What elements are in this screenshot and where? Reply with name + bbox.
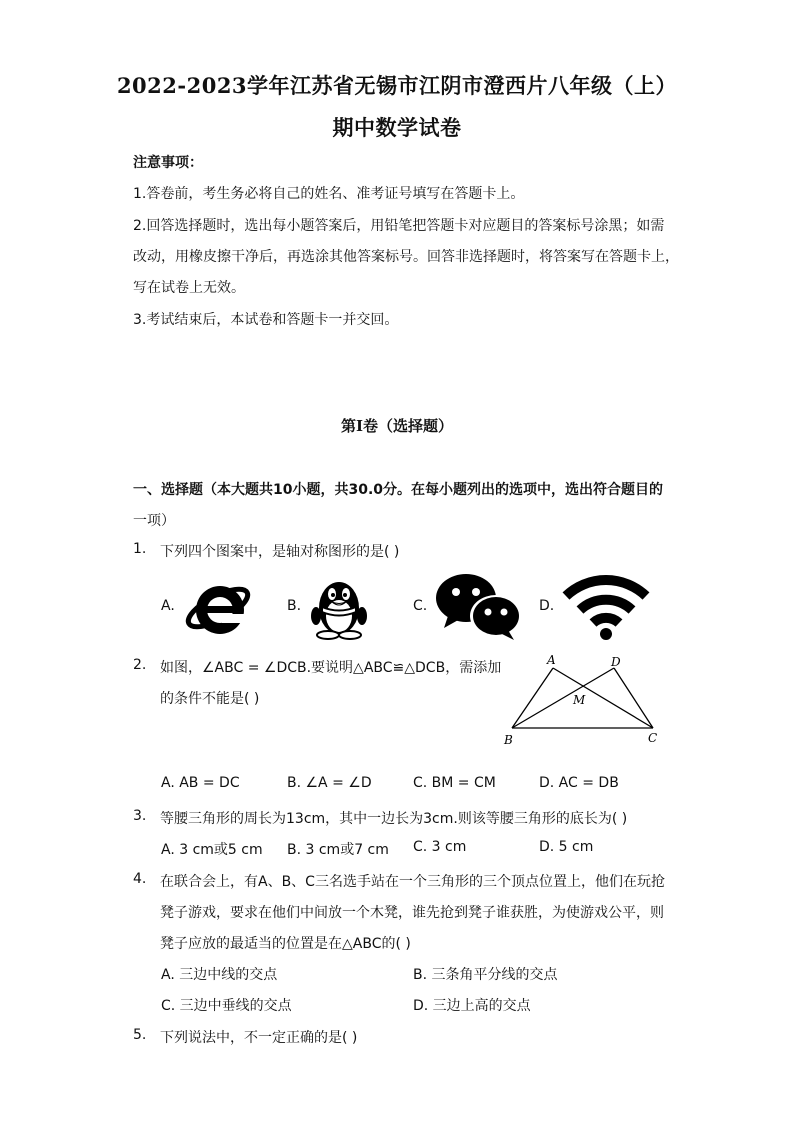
notice-item-1: 1.答卷前，考生务必将自己的姓名、准考证号填写在答题卡上。 [133,186,525,202]
figure-label-a: A [547,653,556,667]
q4-text-line2: 凳子游戏，要求在他们中间放一个木凳，谁先抢到凳子谁获胜，为使游戏公平，则 [160,905,664,921]
q1-option-c-label: C. [413,598,428,614]
q5-text: 下列说法中，不一定正确的是( ) [160,1030,358,1046]
q4-option-b: B. 三条角平分线的交点 [413,967,558,983]
q4-text-line3: 凳子应放的最适当的位置是在△ABC的( ) [160,936,411,952]
q4-text-line1: 在联合会上，有A、B、C三名选手站在一个三角形的三个顶点位置上，他们在玩抢 [160,874,665,890]
q4-number: 4. [133,871,147,887]
q3-option-a: A. 3 cm或5 cm [161,842,263,858]
q3-text: 等腰三角形的周长为13cm，其中一边长为3cm.则该等腰三角形的底长为( ) [160,811,628,827]
exam-title-line1: 2022-2023学年江苏省无锡市江阴市澄西片八年级（上） [116,73,678,98]
q4-option-c: C. 三边中垂线的交点 [161,998,292,1014]
exam-title-line2: 期中数学试卷 [332,115,462,140]
q3-option-b: B. 3 cm或7 cm [287,842,389,858]
q2-triangle-figure [500,652,670,752]
figure-label-m: M [573,693,586,707]
q2-option-b: B. ∠A = ∠D [287,775,372,791]
q3-number: 3. [133,808,147,824]
q1-option-b-label: B. [287,598,302,614]
figure-label-b: B [504,733,513,747]
figure-label-d: D [611,655,621,669]
q2-option-d: D. AC = DB [539,775,619,791]
q1-option-d-label: D. [539,598,555,614]
q2-text-line1: 如图，∠ABC = ∠DCB.要说明△ABC≌△DCB，需添加 [160,660,502,676]
ie-logo-icon [182,574,254,646]
notice-item-2-line1: 2.回答选择题时，选出每小题答案后，用铅笔把答题卡对应题目的答案标号涂黑；如需 [133,218,665,234]
q1-number: 1. [133,541,147,557]
wechat-logo-icon [434,572,524,646]
section-title: 第I卷（选择题） [340,417,454,435]
qq-penguin-icon [308,574,370,644]
part1-heading-line1 [133,479,663,499]
q2-text-line2: 的条件不能是( ) [160,691,260,707]
q1-text: 下列四个图案中，是轴对称图形的是( ) [160,544,400,560]
notice-heading: 注意事项： [133,155,203,171]
q2-number: 2. [133,657,147,673]
q1-option-a-label: A. [161,598,175,614]
q4-option-d: D. 三边上高的交点 [413,998,531,1014]
notice-item-3: 3.考试结束后，本试卷和答题卡一并交回。 [133,312,399,328]
q5-number: 5. [133,1027,147,1043]
q2-option-a: A. AB = DC [161,775,240,791]
notice-item-2-line3: 写在试卷上无效。 [133,280,245,296]
part1-heading-text: 一、选择题（本大题共10小题，共30.0分。在每小题列出的选项中，选出符合题目的 [133,482,664,498]
q4-option-a: A. 三边中线的交点 [161,967,278,983]
notice-item-2-line2: 改动，用橡皮擦干净后，再选涂其他答案标号。回答非选择题时，将答案写在答题卡上， [133,249,679,265]
q3-option-d: D. 5 cm [539,839,594,855]
figure-label-c: C [648,731,658,745]
q2-option-c: C. BM = CM [413,775,496,791]
q3-option-c: C. 3 cm [413,839,467,855]
wifi-icon [560,572,652,646]
part1-heading-line2: 一项） [133,513,175,529]
